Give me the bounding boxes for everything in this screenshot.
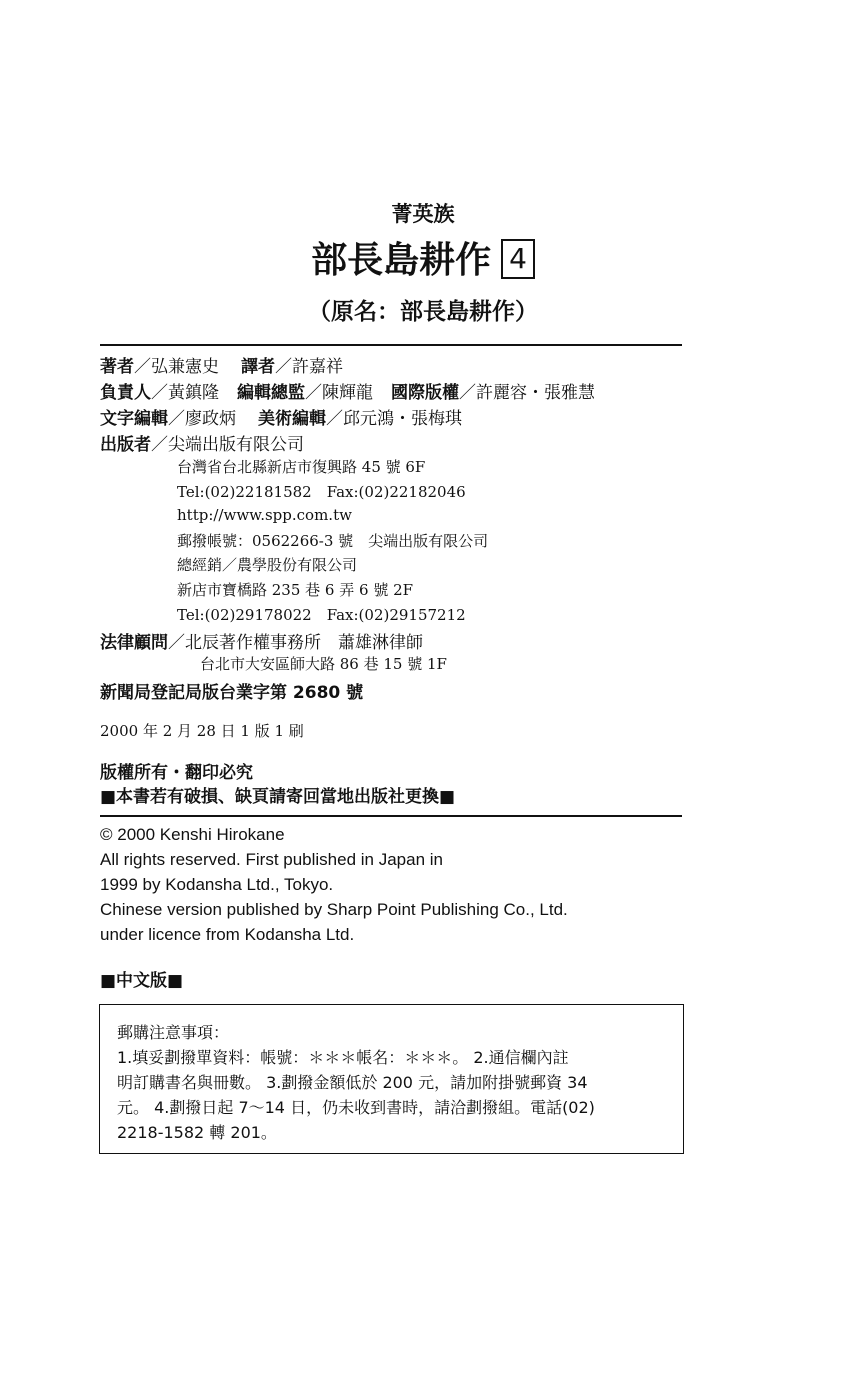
series-name: 菁英族 <box>391 202 455 226</box>
credit-value: ／邱元鴻・張梅琪 <box>326 409 462 429</box>
original-title: （原名：部長島耕作） <box>308 299 538 325</box>
credit-value: ／陳輝龍 <box>305 383 373 403</box>
credit-value: ／尖端出版有限公司 <box>151 435 304 455</box>
notice-line-2: 明訂購書名與冊數。 3.劃撥金額低於 200 元，請加附掛號郵資 34 <box>117 1073 588 1092</box>
credit-value: ／許嘉祥 <box>275 357 343 377</box>
credit-label: 著者 <box>100 357 134 377</box>
damage-notice: ■本書若有破損、缺頁請寄回當地出版社更換■ <box>100 787 456 807</box>
copyright-line-1: © 2000 Kenshi Hirokane <box>100 825 285 844</box>
credit-label: 文字編輯 <box>100 409 168 429</box>
legal-label: 法律顧問 <box>100 633 168 653</box>
notice-line-4: 2218-1582 轉 201。 <box>117 1123 277 1142</box>
copyright-line-5: under licence from Kodansha Ltd. <box>100 925 355 944</box>
book-title: 部長島耕作 <box>311 240 492 281</box>
notice-line-1: 1.填妥劃撥單資料：帳號：＊＊＊帳名：＊＊＊。 2.通信欄內註 <box>117 1048 569 1067</box>
credit-value: ／許麗容・張雅慧 <box>459 383 595 403</box>
distributor: 總經銷／農學股份有限公司 <box>177 556 358 574</box>
credit-label: 出版者 <box>100 435 151 455</box>
credit-label: 編輯總監 <box>237 383 305 403</box>
credit-label: 負責人 <box>100 383 151 403</box>
credit-value: ／廖政炳 <box>168 409 236 429</box>
publisher-address: 台灣省台北縣新店市復興路 45 號 6F <box>177 458 426 476</box>
mail-order-notice <box>99 1004 684 1154</box>
top-divider <box>100 344 682 346</box>
copyright-line-2: All rights reserved. First published in Japan in <box>100 850 443 869</box>
copyright-line-4: Chinese version published by Sharp Point Publishing Co., Ltd. <box>100 900 568 919</box>
credit-line-4 <box>100 430 304 455</box>
legal-value: ／北辰著作權事務所 蕭雄淋律師 <box>168 633 423 653</box>
credit-value: ／黃鎮隆 <box>151 383 219 403</box>
rights-reserved: 版權所有・翻印必究 <box>100 763 253 783</box>
legal-address: 台北市大安區師大路 86 巷 15 號 1F <box>200 655 447 673</box>
credit-line-2 <box>100 378 595 403</box>
credit-label: 美術編輯 <box>258 409 326 429</box>
credit-line-3 <box>100 404 462 429</box>
copyright-line-3: 1999 by Kodansha Ltd., Tokyo. <box>100 875 334 894</box>
publisher-phone: Tel:(02)22181582 Fax:(02)22182046 <box>177 483 466 501</box>
credit-line-1 <box>100 352 343 377</box>
postal-account: 郵撥帳號：0562266-3 號 尖端出版有限公司 <box>177 532 489 550</box>
book-title-block <box>0 232 846 283</box>
credit-label: 國際版權 <box>391 383 459 403</box>
edition-date: 2000 年 2 月 28 日 1 版 1 刷 <box>100 722 304 740</box>
credit-value: ／弘兼憲史 <box>134 357 219 377</box>
chinese-edition-label: ■中文版■ <box>100 971 184 991</box>
volume-number: 4 <box>501 239 535 279</box>
notice-title: 郵購注意事項： <box>117 1023 230 1042</box>
registration-number: 新聞局登記局版台業字第 2680 號 <box>100 683 364 703</box>
middle-divider <box>100 815 682 817</box>
credit-label: 譯者 <box>241 357 275 377</box>
distributor-address: 新店市寶橋路 235 巷 6 弄 6 號 2F <box>177 581 414 599</box>
publisher-website: http://www.spp.com.tw <box>177 506 352 524</box>
legal-counsel <box>100 628 423 653</box>
notice-line-3: 元。 4.劃撥日起 7～14 日，仍未收到書時，請洽劃撥組。電話(02) <box>117 1098 595 1117</box>
distributor-phone: Tel:(02)29178022 Fax:(02)29157212 <box>177 606 466 624</box>
